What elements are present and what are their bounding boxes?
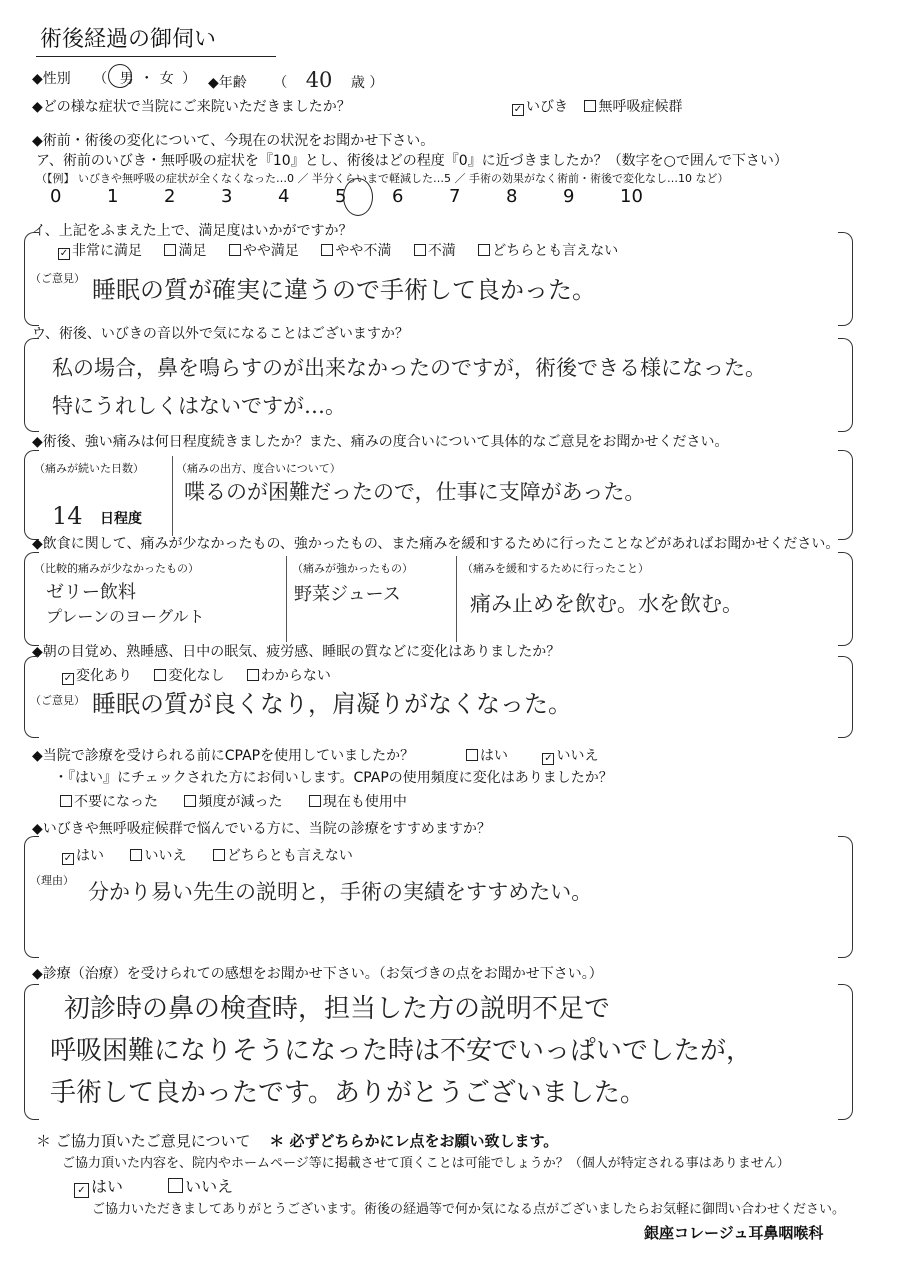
- other-answer-line1[interactable]: 私の場合，鼻を鳴らすのが出来なかったのですが，術後できる様になった。: [52, 356, 766, 380]
- pain-days-unit: 日程度: [100, 511, 142, 527]
- option-satisfied-checkbox[interactable]: [164, 244, 176, 256]
- sex-dot: ・: [139, 71, 154, 87]
- pain-degree-label: （痛みの出方、度合いについて）: [176, 462, 341, 475]
- option-very-satisfied: 非常に満足: [72, 243, 142, 259]
- sex-open: （: [93, 71, 108, 87]
- pain-days-value[interactable]: 14: [52, 502, 83, 530]
- food-divider-1: [286, 556, 287, 642]
- other-bracket-left: [24, 338, 39, 432]
- consent-yes-checkbox[interactable]: ✓: [74, 1183, 89, 1198]
- age-close: ）: [369, 75, 384, 91]
- unchanged-label: 変化なし: [168, 668, 225, 684]
- option-somewhat-satisfied: やや満足: [242, 243, 299, 259]
- age-open: （: [273, 75, 288, 91]
- morning-options: [62, 665, 331, 685]
- scale-10[interactable]: 10: [620, 186, 643, 207]
- change-subquestion: ア、術前のいびき・無呼吸の症状を『10』とし、術後はどの程度『0』に近づきましたか？（数字を○で囲んで下さい）: [36, 153, 788, 169]
- pain-question: ◆術後、強い痛みは何日程度続きましたか？また、痛みの度合いについて具体的なご意見をお聞かせください。: [32, 434, 729, 450]
- changed-checkbox[interactable]: ✓: [63, 673, 73, 684]
- title-underline: [36, 56, 276, 57]
- pain-days-label: （痛みが続いた日数）: [34, 462, 144, 475]
- recommend-answer[interactable]: 分かり易い先生の説明と，手術の実績をすすめたい。: [88, 880, 593, 904]
- changed-label: 変化あり: [76, 668, 132, 684]
- consent-instruction: ＊ 必ずどちらかにレ点をお願い致します。: [269, 1132, 559, 1150]
- sex-female[interactable]: 女: [159, 71, 174, 87]
- no-longer-needed-label: 不要になった: [74, 794, 158, 810]
- age-row: [208, 68, 383, 92]
- change-example: （【例】 いびきや無呼吸の症状が全くなくなった…0 ／ 半分くらいまで軽減した…5 ／ 手術の効果がなく術前・術後で変化なし…10 など）: [36, 172, 729, 185]
- reduced-frequency-label: 頻度が減った: [198, 794, 283, 810]
- recommend-options: [62, 845, 353, 865]
- unknown-checkbox[interactable]: [247, 669, 259, 681]
- symptom-options: [512, 96, 682, 116]
- food-less-label: （比較的痛みが少なかったもの）: [34, 562, 199, 575]
- option-dissatisfied: 不満: [427, 243, 456, 259]
- morning-bracket-right: [838, 656, 853, 738]
- apnea-label: 無呼吸症候群: [598, 99, 683, 115]
- consent-heading-row: [36, 1130, 558, 1151]
- option-somewhat-dissatisfied: やや不満: [335, 243, 392, 259]
- cpap-no-label: いいえ: [556, 748, 599, 764]
- food-less-answer-line1[interactable]: ゼリー飲料: [46, 582, 136, 603]
- scale-4[interactable]: 4: [278, 186, 290, 207]
- age-label: ◆年齢: [208, 75, 247, 91]
- food-strong-answer[interactable]: 野菜ジュース: [294, 584, 401, 605]
- food-bracket-right: [838, 552, 853, 646]
- recommend-neither-label: どちらとも言えない: [226, 848, 353, 864]
- apnea-checkbox[interactable]: [584, 100, 596, 112]
- option-very-satisfied-checkbox[interactable]: ✓: [59, 248, 69, 259]
- consent-question: ご協力頂いた内容を、院内やホームページ等に掲載させて頂くことは可能でしょうか？（個人が特定される事はありません）: [62, 1156, 790, 1171]
- option-neither-checkbox[interactable]: [478, 244, 490, 256]
- recommend-yes-label: はい: [76, 848, 104, 864]
- reduced-frequency-checkbox[interactable]: [184, 795, 196, 807]
- scale-6[interactable]: 6: [392, 186, 404, 207]
- recommend-no-label: いいえ: [144, 848, 187, 864]
- pain-divider: [172, 456, 173, 536]
- cpap-sub-options: [60, 791, 407, 811]
- sex-label: ◆性別: [32, 71, 71, 87]
- snoring-checkbox[interactable]: ✓: [513, 104, 523, 115]
- scale-1[interactable]: 1: [107, 186, 119, 207]
- consent-thanks: ご協力いただきましてありがとうございます。術後の経過等で何か気になる点がございましたらお気軽に御問い合わせください。: [92, 1202, 845, 1217]
- impression-answer-line1[interactable]: 初診時の鼻の検査時，担当した方の説明不足で: [64, 994, 611, 1024]
- consent-options: [74, 1174, 233, 1198]
- snoring-label: いびき: [526, 99, 568, 115]
- satisfaction-bracket-right: [838, 232, 853, 326]
- food-divider-2: [456, 556, 457, 642]
- scale-0[interactable]: 0: [50, 186, 62, 207]
- unknown-label: わからない: [260, 668, 331, 684]
- cpap-options: [466, 745, 598, 765]
- no-longer-needed-checkbox[interactable]: [60, 795, 72, 807]
- food-less-answer-line2[interactable]: プレーンのヨーグルト: [46, 607, 205, 626]
- sex-close: ）: [182, 71, 197, 87]
- recommend-reason-label: （理由）: [30, 874, 74, 887]
- impression-bracket-left: [24, 984, 39, 1120]
- option-dissatisfied-checkbox[interactable]: [414, 244, 426, 256]
- cpap-question: ◆当院で診療を受けられる前にCPAPを使用していましたか？: [32, 748, 415, 764]
- recommend-no-checkbox[interactable]: [130, 849, 142, 861]
- recommend-bracket-left: [24, 836, 39, 958]
- scale-5[interactable]: 5: [335, 186, 347, 207]
- food-question: ◆飲食に関して、痛みが少なかったもの、強かったもの、また痛みを緩和するために行ったことなどがあればお聞かせください。: [32, 536, 840, 552]
- unchanged-checkbox[interactable]: [154, 669, 166, 681]
- recommend-question: ◆いびきや無呼吸症候群で悩んでいる方に、当院の診療をすすめますか？: [32, 821, 491, 837]
- scale-3[interactable]: 3: [221, 186, 233, 207]
- scale-8[interactable]: 8: [506, 186, 518, 207]
- cpap-no-checkbox[interactable]: ✓: [544, 753, 553, 764]
- cpap-yes-label: はい: [480, 748, 508, 764]
- age-value[interactable]: 40: [305, 68, 333, 92]
- pain-bracket-right: [838, 450, 853, 540]
- other-question: ウ、術後、いびきの音以外で気になることはございますか？: [32, 326, 409, 342]
- cpap-yes-checkbox[interactable]: [466, 749, 478, 761]
- option-neither: どちらとも言えない: [492, 243, 619, 259]
- scale-7[interactable]: 7: [449, 186, 461, 207]
- morning-question: ◆朝の目覚め、熟睡感、日中の眠気、疲労感、睡眠の質などに変化はありましたか？: [32, 644, 561, 660]
- other-bracket-right: [838, 338, 853, 432]
- option-satisfied: 満足: [178, 243, 207, 259]
- food-relief-label: （痛みを緩和するために行ったこと）: [462, 562, 649, 575]
- satisfaction-answer[interactable]: 睡眠の質が確実に違うので手術して良かった。: [92, 276, 596, 304]
- recommend-bracket-right: [838, 836, 853, 958]
- still-using-label: 現在も使用中: [322, 794, 407, 810]
- male-circle-mark: [108, 64, 132, 88]
- scale-2[interactable]: 2: [164, 186, 176, 207]
- impression-answer-line2[interactable]: 呼吸困難になりそうになった時は不安でいっぱいでしたが，: [50, 1036, 753, 1066]
- still-using-checkbox[interactable]: [309, 795, 321, 807]
- food-strong-label: （痛みが強かったもの）: [292, 562, 413, 575]
- consent-no-checkbox[interactable]: [168, 1178, 183, 1193]
- symptom-question: ◆どの様な症状で当院にご来院いただきましたか？: [32, 99, 351, 115]
- satisfaction-options: [58, 240, 618, 260]
- consent-no-label: いいえ: [185, 1177, 234, 1196]
- option-somewhat-satisfied-checkbox[interactable]: [229, 244, 241, 256]
- satisfaction-question: イ、上記をふまえた上で、満足度はいかがですか？: [32, 223, 353, 239]
- satisfaction-opinion-label: （ご意見）: [30, 272, 85, 285]
- impression-question: ◆診療（治療）を受けられての感想をお聞かせ下さい。（お気づきの点をお聞かせ下さい。）: [32, 966, 603, 982]
- pain-degree-answer[interactable]: 喋るのが困難だったので，仕事に支障があった。: [184, 480, 646, 504]
- sex-male[interactable]: 男: [119, 71, 134, 87]
- recommend-yes-checkbox[interactable]: ✓: [63, 853, 73, 864]
- impression-answer-line3[interactable]: 手術して良かったです。ありがとうございました。: [50, 1078, 646, 1108]
- morning-opinion-label: （ご意見）: [30, 694, 85, 707]
- recommend-neither-checkbox[interactable]: [213, 849, 225, 861]
- option-somewhat-dissatisfied-checkbox[interactable]: [321, 244, 333, 256]
- consent-yes-label: はい: [91, 1177, 124, 1196]
- scale-circle-mark: [343, 178, 373, 216]
- page-title: 術後経過の御伺い: [40, 27, 217, 52]
- morning-answer[interactable]: 睡眠の質が良くなり，肩凝りがなくなった。: [92, 690, 572, 718]
- cpap-subquestion: ・『はい』にチェックされた方にお伺いします。CPAPの使用頻度に変化はありましたか？: [54, 770, 613, 786]
- food-relief-answer[interactable]: 痛み止めを飲む。水を飲む。: [470, 592, 743, 616]
- scale-9[interactable]: 9: [563, 186, 575, 207]
- clinic-name: 銀座コレージュ耳鼻咽喉科: [644, 1224, 824, 1242]
- impression-bracket-right: [838, 984, 853, 1120]
- other-answer-line2[interactable]: 特にうれしくはないですが…。: [52, 394, 346, 418]
- consent-heading: ＊ ご協力頂いたご意見について: [36, 1132, 251, 1150]
- age-unit: 歳: [350, 75, 365, 91]
- change-question: ◆術前・術後の変化について、今現在の状況をお聞かせ下さい。: [32, 133, 435, 149]
